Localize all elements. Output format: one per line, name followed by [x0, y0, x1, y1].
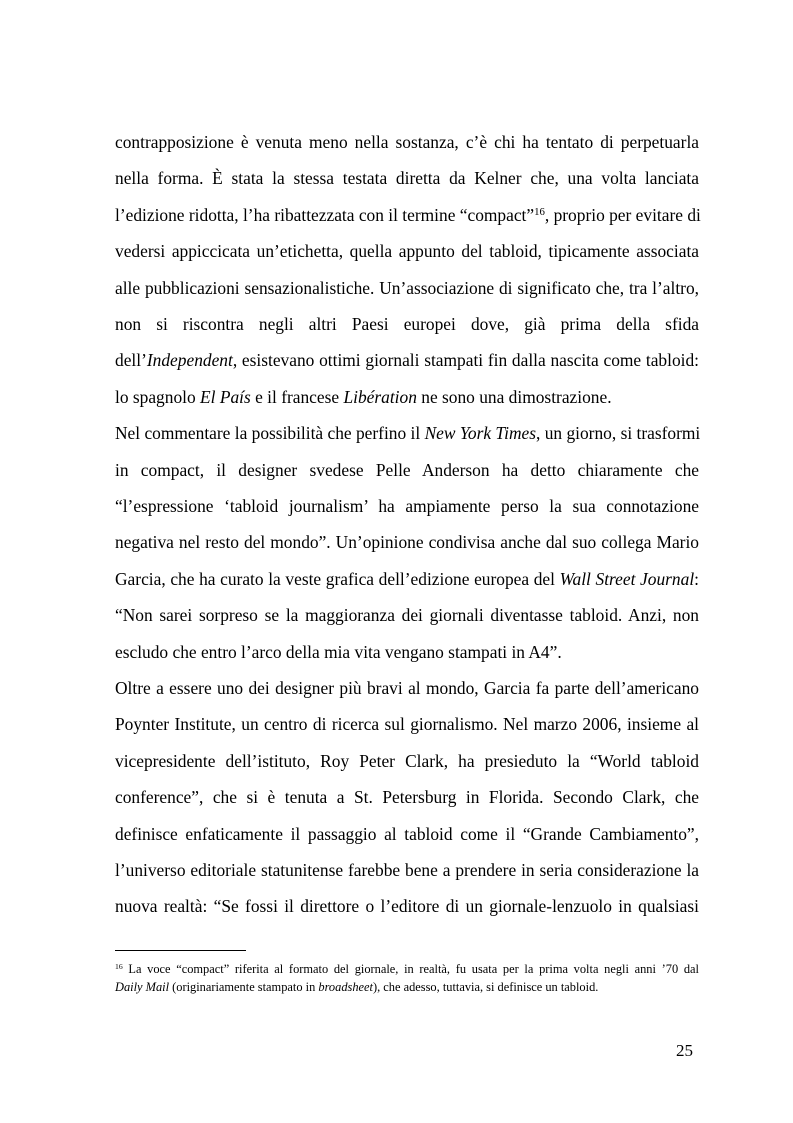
body-line — [115, 387, 699, 407]
footnote-line — [115, 979, 699, 995]
text-run: Nel commentare la possibilità che perfino il — [115, 423, 425, 444]
text-run: Poynter Institute, un centro di ricerca sul giornalismo. Nel marzo 2006, insieme al — [115, 714, 699, 735]
italic-text: El País — [200, 386, 251, 407]
body-line — [115, 642, 699, 662]
text-run: conference”, che si è tenuta a St. Petersburg in Florida. Secondo Clark, che — [115, 787, 699, 808]
text-run: vedersi appiccicata un’etichetta, quella appunto del tabloid, tipicamente associata — [115, 241, 699, 262]
text-run: ), che adesso, tuttavia, si definisce un tabloid. — [372, 980, 599, 994]
text-run: definisce enfaticamente il passaggio al tabloid come il “Grande Cambiamento”, — [115, 823, 699, 844]
text-run: ne sono una dimostrazione. — [416, 386, 612, 407]
text-run: La voce “compact” riferita al formato del giornale, in realtà, fu usata per la prima volta negli anni ’70 dal — [122, 962, 699, 976]
italic-text: Daily Mail — [115, 980, 170, 994]
body-line — [115, 605, 699, 625]
text-run: nella forma. È stata la stessa testata diretta da Kelner che, una volta lanciata — [115, 168, 699, 189]
text-run: in compact, il designer svedese Pelle Anderson ha detto chiaramente che — [115, 459, 699, 480]
italic-text: Libération — [343, 386, 417, 407]
body-line — [115, 787, 699, 807]
body-line — [115, 168, 699, 188]
text-run: negativa nel resto del mondo”. Un’opinione condivisa anche dal suo collega Mario — [115, 532, 699, 553]
text-run: l’universo editoriale statunitense farebbe bene a prendere in seria considerazione la — [115, 860, 699, 880]
footnote-ref: 16 — [115, 961, 123, 971]
italic-text: New York Times — [424, 423, 537, 444]
text-run: Oltre a essere uno dei designer più bravi al mondo, Garcia fa parte dell’americano — [115, 678, 699, 698]
text-run: l’edizione ridotta, l’ha ribattezzata con il termine “compact” — [115, 204, 535, 225]
text-run: non si riscontra negli altri Paesi europei dove, già prima della sfida — [115, 314, 699, 334]
footnote-line — [115, 961, 699, 977]
text-run: “Non sarei sorpreso se la maggioranza dei giornali diventasse tabloid. Anzi, non — [115, 605, 699, 626]
text-run: , esistevano ottimi giornali stampati fin dalla nascita come tabloid: — [232, 350, 699, 371]
body-line — [115, 350, 699, 370]
text-run: lo spagnolo — [115, 386, 201, 407]
body-line — [115, 678, 699, 698]
body-line — [115, 423, 699, 443]
text-run: : — [694, 568, 700, 589]
italic-text: Wall Street Journal — [559, 568, 695, 589]
text-run: alle pubblicazioni sensazionalistiche. Un’associazione di significato che, tra l’altro, — [115, 277, 699, 298]
body-line — [115, 569, 699, 589]
body-line — [115, 278, 699, 298]
body-line — [115, 860, 699, 880]
body-line — [115, 241, 699, 261]
footnote-separator — [115, 950, 246, 951]
body-line — [115, 314, 699, 334]
italic-text: Independent — [146, 350, 233, 371]
body-line — [115, 714, 699, 734]
italic-text: broadsheet — [318, 980, 373, 994]
body-line — [115, 532, 699, 552]
text-run: nuova realtà: “Se fossi il direttore o l’editore di un giornale-lenzuolo in qualsiasi — [115, 896, 699, 917]
body-line — [115, 460, 699, 480]
page-number: 25 — [676, 1041, 693, 1060]
text-run: , un giorno, si trasformi — [536, 423, 701, 444]
text-run: e il francese — [250, 386, 344, 407]
text-run: , proprio per evitare di — [544, 204, 701, 225]
body-line — [115, 132, 699, 152]
body-line — [115, 824, 699, 844]
body-line — [115, 751, 699, 771]
text-run: (originariamente stampato in — [169, 980, 319, 994]
text-run: Garcia, che ha curato la veste grafica dell’edizione europea del — [115, 568, 560, 589]
body-line — [115, 896, 699, 916]
text-run: vicepresidente dell’istituto, Roy Peter Clark, ha presieduto la “World tabloid — [115, 750, 699, 771]
text-run: dell’ — [115, 350, 147, 371]
text-run: “l’espressione ‘tabloid journalism’ ha ampiamente perso la sua connotazione — [115, 496, 699, 516]
text-run: contrapposizione è venuta meno nella sostanza, c’è chi ha tentato di perpetuarla — [115, 132, 699, 152]
body-line — [115, 205, 699, 225]
body-line — [115, 496, 699, 516]
footnote-ref: 16 — [534, 205, 545, 218]
text-run: escludo che entro l’arco della mia vita vengano stampati in A4”. — [115, 641, 562, 662]
